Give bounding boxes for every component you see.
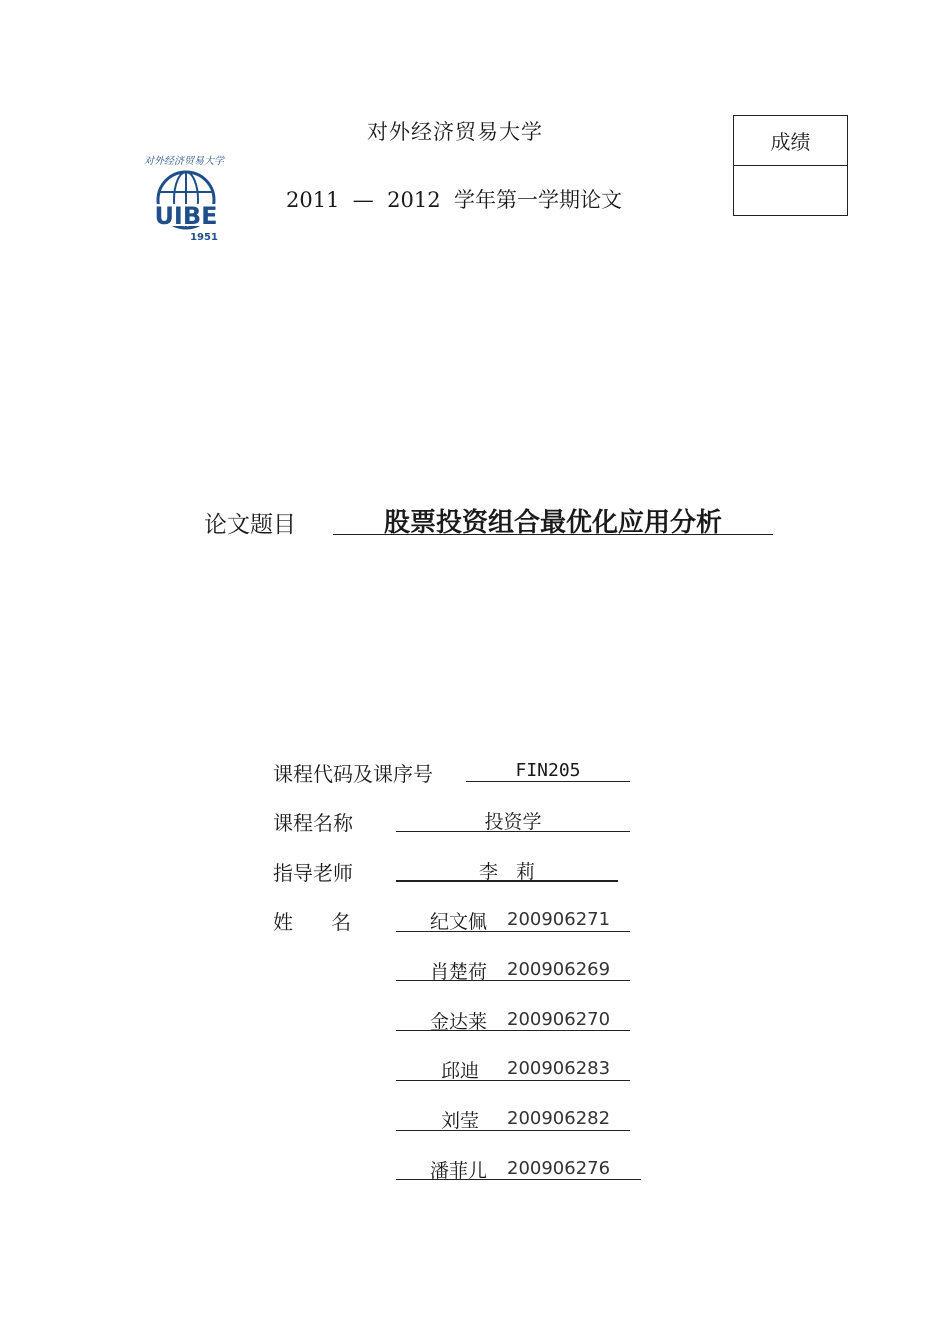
grade-value-cell — [734, 166, 847, 215]
logo-wordmark: UIBE — [154, 202, 218, 230]
course-code-value: FIN205 — [515, 760, 581, 781]
logo-year: 1951 — [190, 232, 218, 243]
student-id: 200906282 — [507, 1108, 611, 1129]
student-name: 邱迪 — [441, 1060, 480, 1082]
student-id: 200906269 — [507, 959, 611, 980]
student-underline — [396, 1030, 630, 1031]
student-underline — [396, 980, 630, 981]
thesis-title-underline — [333, 534, 773, 535]
student-id: 200906276 — [507, 1158, 611, 1179]
grade-box — [733, 115, 848, 216]
uibe-globe-logo-icon — [128, 140, 240, 252]
course-name-label: 课程名称 — [273, 811, 353, 835]
course-name-underline — [396, 831, 630, 832]
student-id: 200906283 — [507, 1058, 611, 1079]
student-id: 200906270 — [507, 1009, 611, 1030]
students-label: 姓 名 — [273, 910, 352, 934]
student-name: 刘莹 — [441, 1110, 480, 1132]
student-name: 纪文佩 — [430, 911, 488, 933]
student-underline — [396, 1080, 630, 1081]
student-id: 200906271 — [507, 909, 611, 930]
student-name: 潘菲儿 — [430, 1160, 488, 1182]
student-name: 金达莱 — [430, 1011, 488, 1033]
university-name: 对外经济贸易大学 — [367, 120, 543, 144]
thesis-title-label: 论文题目 — [204, 512, 296, 538]
student-underline — [396, 1130, 630, 1131]
student-name: 肖楚荷 — [430, 961, 488, 983]
course-code-label: 课程代码及课序号 — [273, 762, 433, 786]
advisor-value: 李 莉 — [478, 861, 536, 883]
course-name-value: 投资学 — [484, 811, 542, 833]
advisor-label: 指导老师 — [273, 861, 353, 885]
thesis-title: 股票投资组合最优化应用分析 — [383, 508, 722, 538]
advisor-underline — [396, 880, 618, 882]
student-underline — [396, 931, 630, 932]
student-underline — [396, 1179, 641, 1180]
grade-label: 成绩 — [734, 116, 847, 166]
course-code-underline — [466, 781, 630, 782]
term-line: 2011 — 2012 学年第一学期论文 — [286, 188, 622, 212]
logo-calligraphy: 对外经济贸易大学 — [144, 156, 224, 167]
